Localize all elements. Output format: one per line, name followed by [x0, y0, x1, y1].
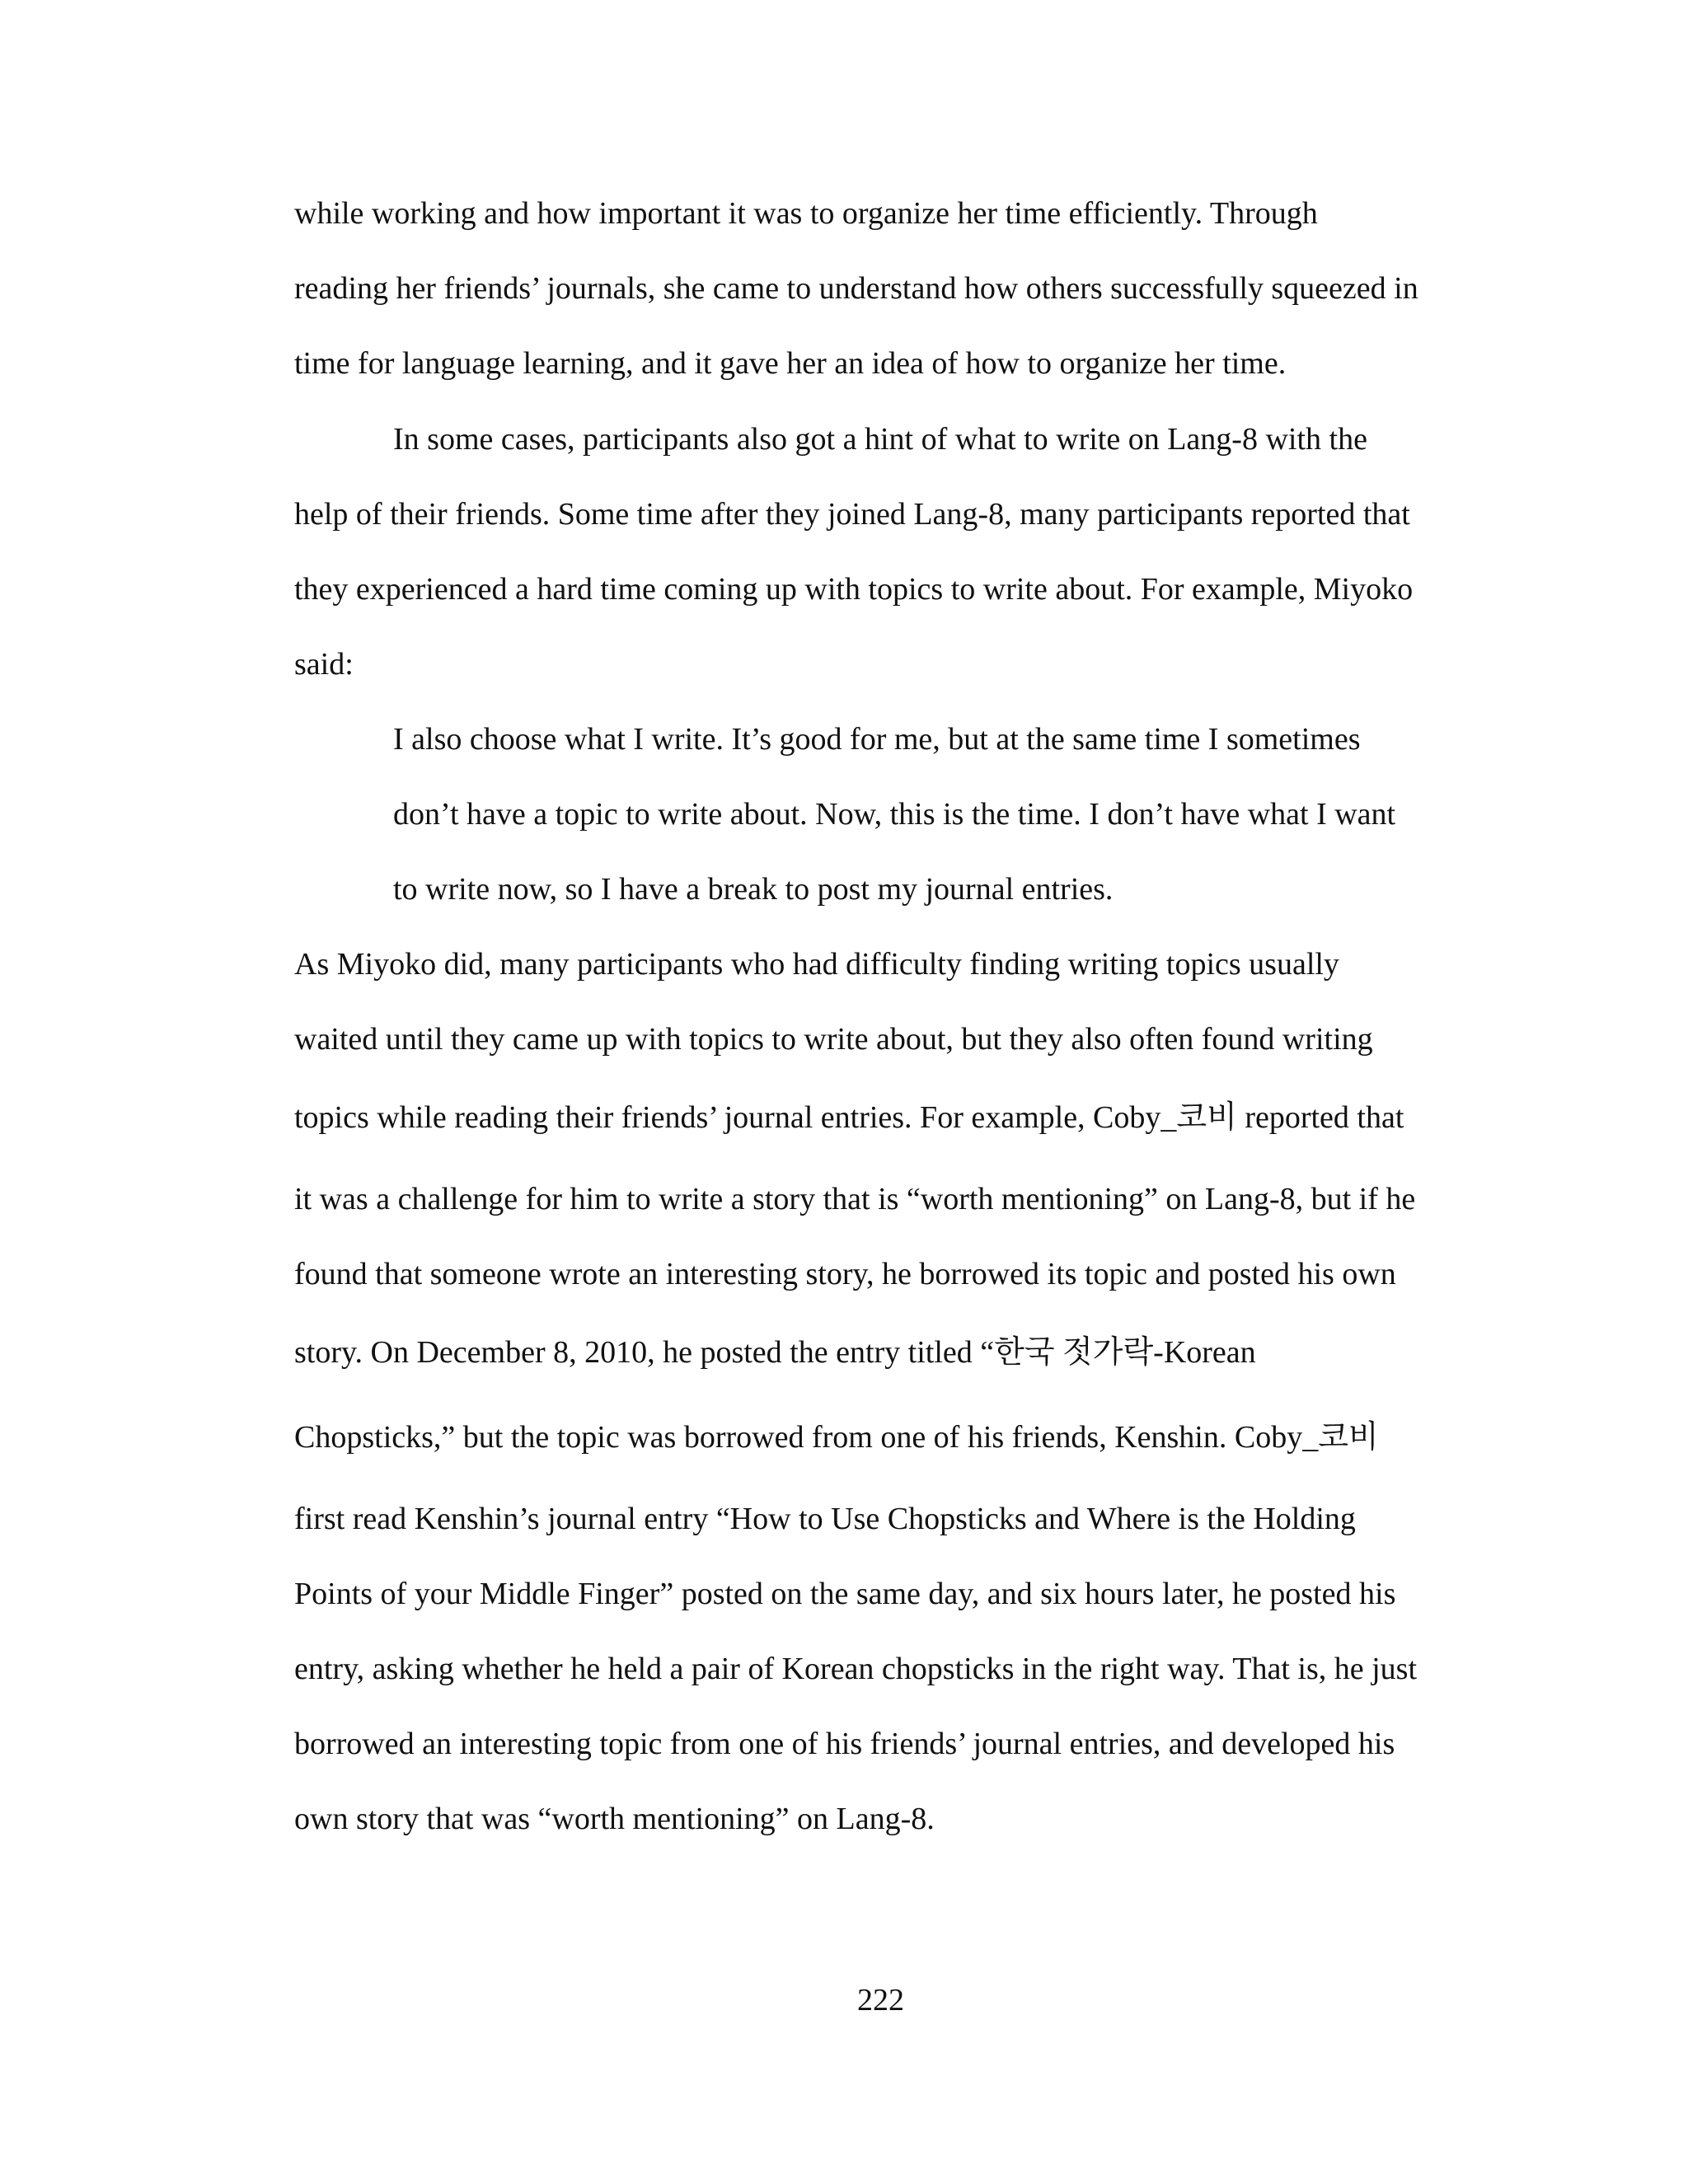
paragraph-first-line: In some cases, participants also got a hint of what to write on Lang-8 with the	[393, 422, 1367, 457]
body-text-line: first read Kenshin’s journal entry “How to Use Chopsticks and Where is the Holding	[294, 1502, 1356, 1536]
body-text-line: help of their friends. Some time after they joined Lang-8, many participants reported that	[294, 497, 1410, 532]
body-text-line: borrowed an interesting topic from one of his friends’ journal entries, and developed his	[294, 1727, 1395, 1761]
body-text-line: As Miyoko did, many participants who had difficulty finding writing topics usually	[294, 947, 1339, 982]
body-text-line: Chopsticks,” but the topic was borrowed from one of his friends, Kenshin. Coby_코비	[294, 1420, 1379, 1455]
body-text-line: waited until they came up with topics to write about, but they also often found writing	[294, 1022, 1373, 1057]
body-text-line: they experienced a hard time coming up with topics to write about. For example, Miyoko	[294, 572, 1414, 607]
body-text-line: while working and how important it was to organize her time efficiently. Through	[294, 196, 1318, 231]
body-text-line: topics while reading their friends’ journal entries. For example, Coby_코비 reported that	[294, 1100, 1404, 1135]
block-quote-line: I also choose what I write. It’s good for me, but at the same time I sometimes	[393, 722, 1361, 757]
body-text-line: entry, asking whether he held a pair of Korean chopsticks in the right way. That is, he just	[294, 1652, 1418, 1686]
body-text-line: time for language learning, and it gave her an idea of how to organize her time.	[294, 346, 1287, 381]
body-text-line: story. On December 8, 2010, he posted the entry titled “한국 젓가락-Korean	[294, 1335, 1256, 1370]
block-quote-line: to write now, so I have a break to post my journal entries.	[393, 872, 1114, 907]
body-text-line: reading her friends’ journals, she came to understand how others successfully squeezed in	[294, 271, 1418, 306]
body-text-line: found that someone wrote an interesting story, he borrowed its topic and posted his own	[294, 1257, 1396, 1291]
body-text-line: Points of your Middle Finger” posted on the same day, and six hours later, he posted his	[294, 1577, 1396, 1611]
body-text-line: it was a challenge for him to write a story that is “worth mentioning” on Lang-8, but if he	[294, 1182, 1416, 1216]
body-text-line: own story that was “worth mentioning” on Lang-8.	[294, 1802, 935, 1836]
body-text-line: said:	[294, 647, 354, 682]
block-quote-line: don’t have a topic to write about. Now, this is the time. I don’t have what I want	[393, 797, 1396, 832]
page-number: 222	[857, 1983, 904, 2018]
